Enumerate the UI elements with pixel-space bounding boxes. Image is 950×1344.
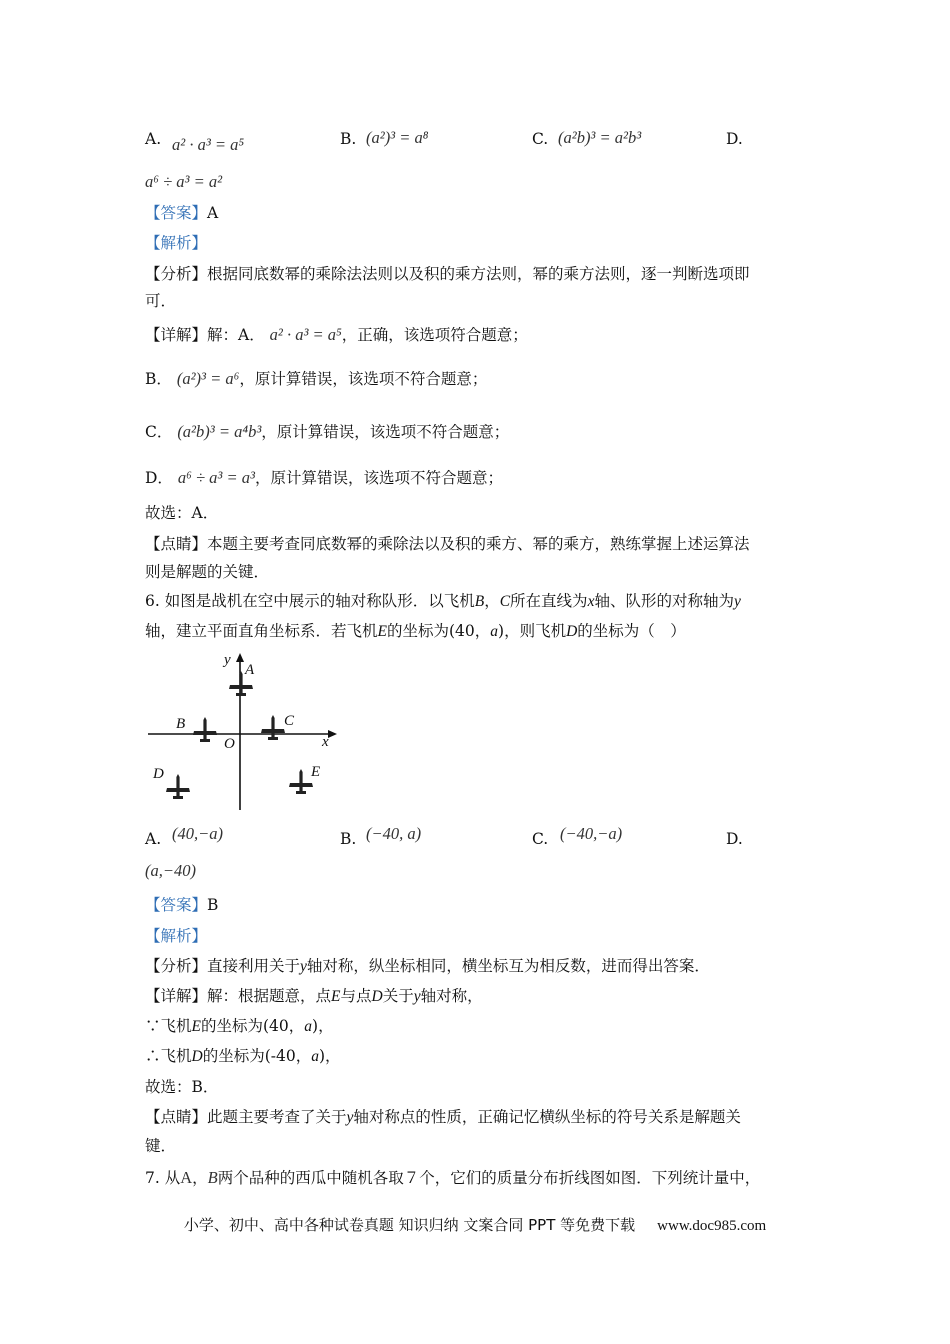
q5-option-d-formula: a⁶ ÷ a³ = a² <box>145 172 223 191</box>
stem-text: 7. 从 <box>145 1169 181 1187</box>
q6-stem-line-1 <box>145 590 741 613</box>
q5-choose-line: 故选：A． <box>145 504 219 522</box>
label-d: D <box>153 766 164 782</box>
q6-stem-line-2 <box>145 620 686 643</box>
stem-text: ， <box>484 592 500 610</box>
stem-var-b: B <box>474 593 485 610</box>
stem-text: 6. 如图是战机在空中展示的轴对称队形．以飞机 <box>145 592 475 610</box>
q5-detail-a-line <box>145 324 528 346</box>
detail-b-text: ，原计算错误，该选项不符合题意； <box>239 370 488 388</box>
comment-var-y: y <box>346 1109 354 1126</box>
detail-c-formula: (a²b)³ = a⁴b³ <box>177 422 262 441</box>
stem-var-a: A <box>180 1168 193 1187</box>
detail-tag: 【详解】 <box>145 987 208 1005</box>
therefore-var-d: D <box>191 1048 203 1065</box>
q6-option-d-label: D. <box>726 830 743 848</box>
label-y: y <box>224 652 231 668</box>
q6-therefore-line <box>145 1045 341 1068</box>
stem-text: 所在直线为 <box>510 592 588 610</box>
detail-intro: 解：A． <box>207 326 265 344</box>
q5-answer-line <box>145 202 218 224</box>
detail-c-label: C． <box>145 423 173 441</box>
q5-detail-d-line <box>145 467 503 489</box>
stem-text: 轴，建立平面直角坐标系．若飞机 <box>145 622 378 640</box>
q6-answer-line <box>145 894 218 916</box>
label-a: A <box>245 662 255 678</box>
fenxi-text: 直接利用关于 <box>207 957 301 975</box>
q6-option-d-value: (a,−40) <box>145 861 196 880</box>
stem-var-x: x <box>587 593 595 610</box>
therefore-text: )， <box>318 1047 341 1065</box>
analysis-tag: 【解析】 <box>145 234 208 252</box>
detail-text: 轴对称， <box>420 987 483 1005</box>
stem-text: 的坐标为（ ） <box>577 622 686 640</box>
stem-var-b: B <box>207 1168 218 1187</box>
q6-option-c-value: (−40,−a) <box>560 824 623 843</box>
answer-tag: 【答案】 <box>145 204 208 222</box>
detail-b-label: B． <box>145 370 172 388</box>
q5-option-b-label: B. <box>340 130 357 148</box>
detail-text: 关于 <box>382 987 414 1005</box>
label-c: C <box>284 713 295 729</box>
q6-option-b-value: (−40, a) <box>366 824 422 843</box>
fenxi-tag: 【分析】 <box>145 265 208 283</box>
q5-option-c-formula: (a²b)³ = a²b³ <box>558 128 642 147</box>
stem-var-c: C <box>499 593 511 610</box>
q6-option-c-label: C. <box>532 830 549 848</box>
formation-figure <box>145 650 345 815</box>
stem-var-e: E <box>377 623 387 640</box>
footer-text: 小学、初中、高中各种试卷真题 知识归纳 文案合同 PPT 等免费下载 <box>183 1216 636 1234</box>
label-o: O <box>224 736 235 752</box>
comment-tag: 【点睛】 <box>145 535 208 553</box>
comment-text: 此题主要考查了关于 <box>207 1108 347 1126</box>
comment-text: 本题主要考查同底数幂的乘除法以及积的乘方、幂的乘方，熟练掌握上述运算法 <box>207 535 750 553</box>
fenxi-text: 根据同底数幂的乘除法法则以及积的乘方法则，幂的乘方法则，逐一判断选项即 <box>207 265 750 283</box>
footer-url: www.doc985.com <box>657 1218 767 1234</box>
detail-text: 解：根据题意，点 <box>207 987 332 1005</box>
q6-since-line <box>145 1015 334 1038</box>
y-axis-arrow-icon <box>236 653 244 662</box>
since-text: ∵飞机 <box>145 1017 192 1035</box>
q6-option-b-label: B. <box>340 830 357 848</box>
q5-option-b-formula: (a²)³ = a⁸ <box>366 128 429 147</box>
q5-option-d-label: D. <box>726 130 743 148</box>
detail-a-formula: a² · a³ = a⁵ <box>269 325 342 344</box>
answer-tag: 【答案】 <box>145 896 208 914</box>
therefore-text: ∴飞机 <box>145 1047 192 1065</box>
plane-c-icon <box>261 715 285 740</box>
fenxi-tag: 【分析】 <box>145 957 208 975</box>
fenxi-var-y: y <box>300 958 307 975</box>
detail-var-e: E <box>331 988 341 1005</box>
detail-text: 与点 <box>340 987 372 1005</box>
q5-option-c-label: C. <box>532 130 549 148</box>
since-var-e: E <box>191 1018 201 1035</box>
q6-choose-line: 故选：B． <box>145 1078 219 1096</box>
answer-value: A <box>207 204 219 222</box>
plane-b-icon <box>193 717 217 742</box>
stem-var-a: a <box>490 623 499 640</box>
detail-d-label: D． <box>145 469 173 487</box>
stem-var-y: y <box>733 593 741 610</box>
stem-var-d: D <box>566 623 578 640</box>
q6-analysis-tag <box>145 925 207 947</box>
q6-comment-line-2: 键． <box>145 1137 177 1155</box>
detail-var-d: D <box>371 988 383 1005</box>
plane-e-icon <box>289 769 313 794</box>
q5-option-a-formula: a² · a³ = a⁵ <box>172 135 245 154</box>
stem-text: ， <box>192 1169 208 1187</box>
stem-text: 两个品种的西瓜中随机各取７个，它们的质量分布折线图如图．下列统计量中， <box>217 1169 761 1187</box>
q5-fenxi-line-2: 可． <box>145 292 177 310</box>
detail-var-y: y <box>413 988 421 1005</box>
detail-tag: 【详解】 <box>145 326 208 344</box>
stem-text: 的坐标为(40， <box>386 622 491 640</box>
label-b: B <box>176 716 186 732</box>
label-e: E <box>311 764 321 780</box>
stem-text: )，则飞机 <box>498 622 567 640</box>
answer-value: B <box>207 896 219 914</box>
plane-d-icon <box>166 774 190 799</box>
q5-analysis-tag <box>145 232 207 254</box>
q6-option-a-value: (40,−a) <box>172 824 223 843</box>
q6-option-a-label: A. <box>145 830 162 848</box>
q6-fenxi-line <box>145 955 710 978</box>
since-text: )， <box>312 1017 334 1035</box>
q5-detail-b-line <box>145 368 487 390</box>
analysis-tag: 【解析】 <box>145 927 208 945</box>
detail-d-formula: a⁶ ÷ a³ = a³ <box>177 468 255 487</box>
therefore-var-a: a <box>311 1048 319 1065</box>
comment-text: 轴对称点的性质，正确记忆横纵坐标的符号关系是解题关 <box>353 1108 741 1126</box>
q6-comment-line-1 <box>145 1106 741 1129</box>
detail-a-text: ，正确，该选项符合题意； <box>341 326 528 344</box>
q5-detail-c-line <box>145 421 509 443</box>
detail-d-text: ，原计算错误，该选项不符合题意； <box>254 469 503 487</box>
comment-tag: 【点睛】 <box>145 1108 208 1126</box>
x-axis-arrow-icon <box>328 730 337 738</box>
q7-stem-line <box>145 1167 760 1189</box>
since-var-a: a <box>304 1018 313 1035</box>
page-footer <box>0 1214 950 1235</box>
label-x: x <box>322 734 329 750</box>
q5-comment-line-1 <box>145 533 750 555</box>
q5-fenxi-line-1 <box>145 263 750 285</box>
q5-option-a-label: A. <box>145 130 162 148</box>
fenxi-text: 轴对称，纵坐标相同，横坐标互为相反数，进而得出答案． <box>306 957 710 975</box>
detail-c-text: ，原计算错误，该选项不符合题意； <box>261 423 510 441</box>
q5-comment-line-2: 则是解题的关键． <box>145 563 270 581</box>
detail-b-formula: (a²)³ = a⁶ <box>176 369 240 388</box>
therefore-text: 的坐标为(-40， <box>202 1047 312 1065</box>
since-text: 的坐标为(40， <box>200 1017 305 1035</box>
stem-text: 轴、队形的对称轴为 <box>594 592 734 610</box>
q6-detail-line <box>145 985 483 1008</box>
